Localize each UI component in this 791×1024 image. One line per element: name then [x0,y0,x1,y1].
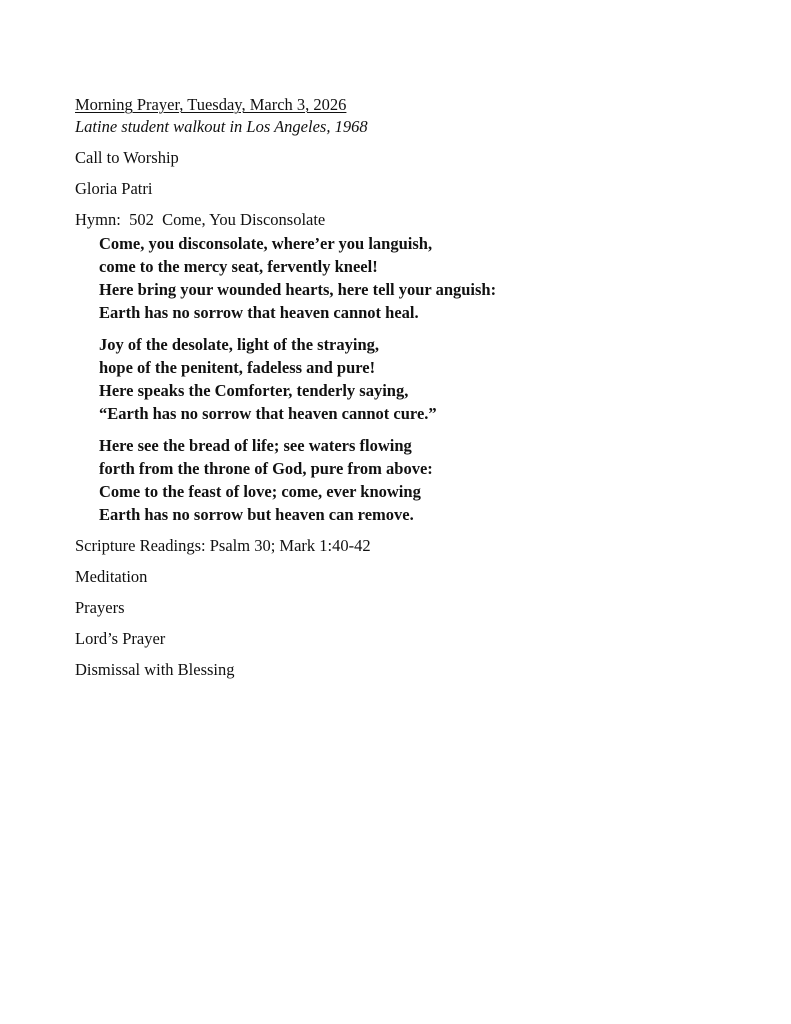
page-subtitle: Latine student walkout in Los Angeles, 1968 [75,117,368,136]
verse-line: Here see the bread of life; see waters flowing [99,436,412,455]
verse-line: come to the mercy seat, fervently kneel! [99,257,378,276]
meditation: Meditation [75,567,148,586]
verse-line: Here bring your wounded hearts, here tell your anguish: [99,280,497,299]
page-title: Morning Prayer, Tuesday, March 3, 2026 [75,95,347,114]
scripture-readings: Scripture Readings: Psalm 30; Mark 1:40-42 [75,536,371,555]
hymn-heading: Hymn: 502 Come, You Disconsolate [75,210,326,229]
dismissal-with-blessing: Dismissal with Blessing [75,660,235,679]
verse-line: Here speaks the Comforter, tenderly saying, [99,381,409,400]
verse-line: Come to the feast of love; come, ever knowing [99,482,421,501]
verse-line: Earth has no sorrow that heaven cannot heal. [99,303,419,322]
call-to-worship: Call to Worship [75,148,179,167]
verse-line: Joy of the desolate, light of the straying, [99,335,380,354]
verse-line: forth from the throne of God, pure from above: [99,459,433,478]
hymn-verse-2 [99,333,755,425]
lords-prayer: Lord’s Prayer [75,629,166,648]
hymn-verse-1 [99,232,755,324]
hymn-verse-3 [99,434,755,526]
verse-line: “Earth has no sorrow that heaven cannot cure.” [99,404,437,423]
order-of-worship [75,94,755,690]
verse-line: Earth has no sorrow but heaven can remove. [99,505,414,524]
prayers: Prayers [75,598,125,617]
gloria-patri: Gloria Patri [75,179,153,198]
verse-line: hope of the penitent, fadeless and pure! [99,358,376,377]
hymn-section [75,209,755,526]
verse-line: Come, you disconsolate, where’er you languish, [99,234,433,253]
